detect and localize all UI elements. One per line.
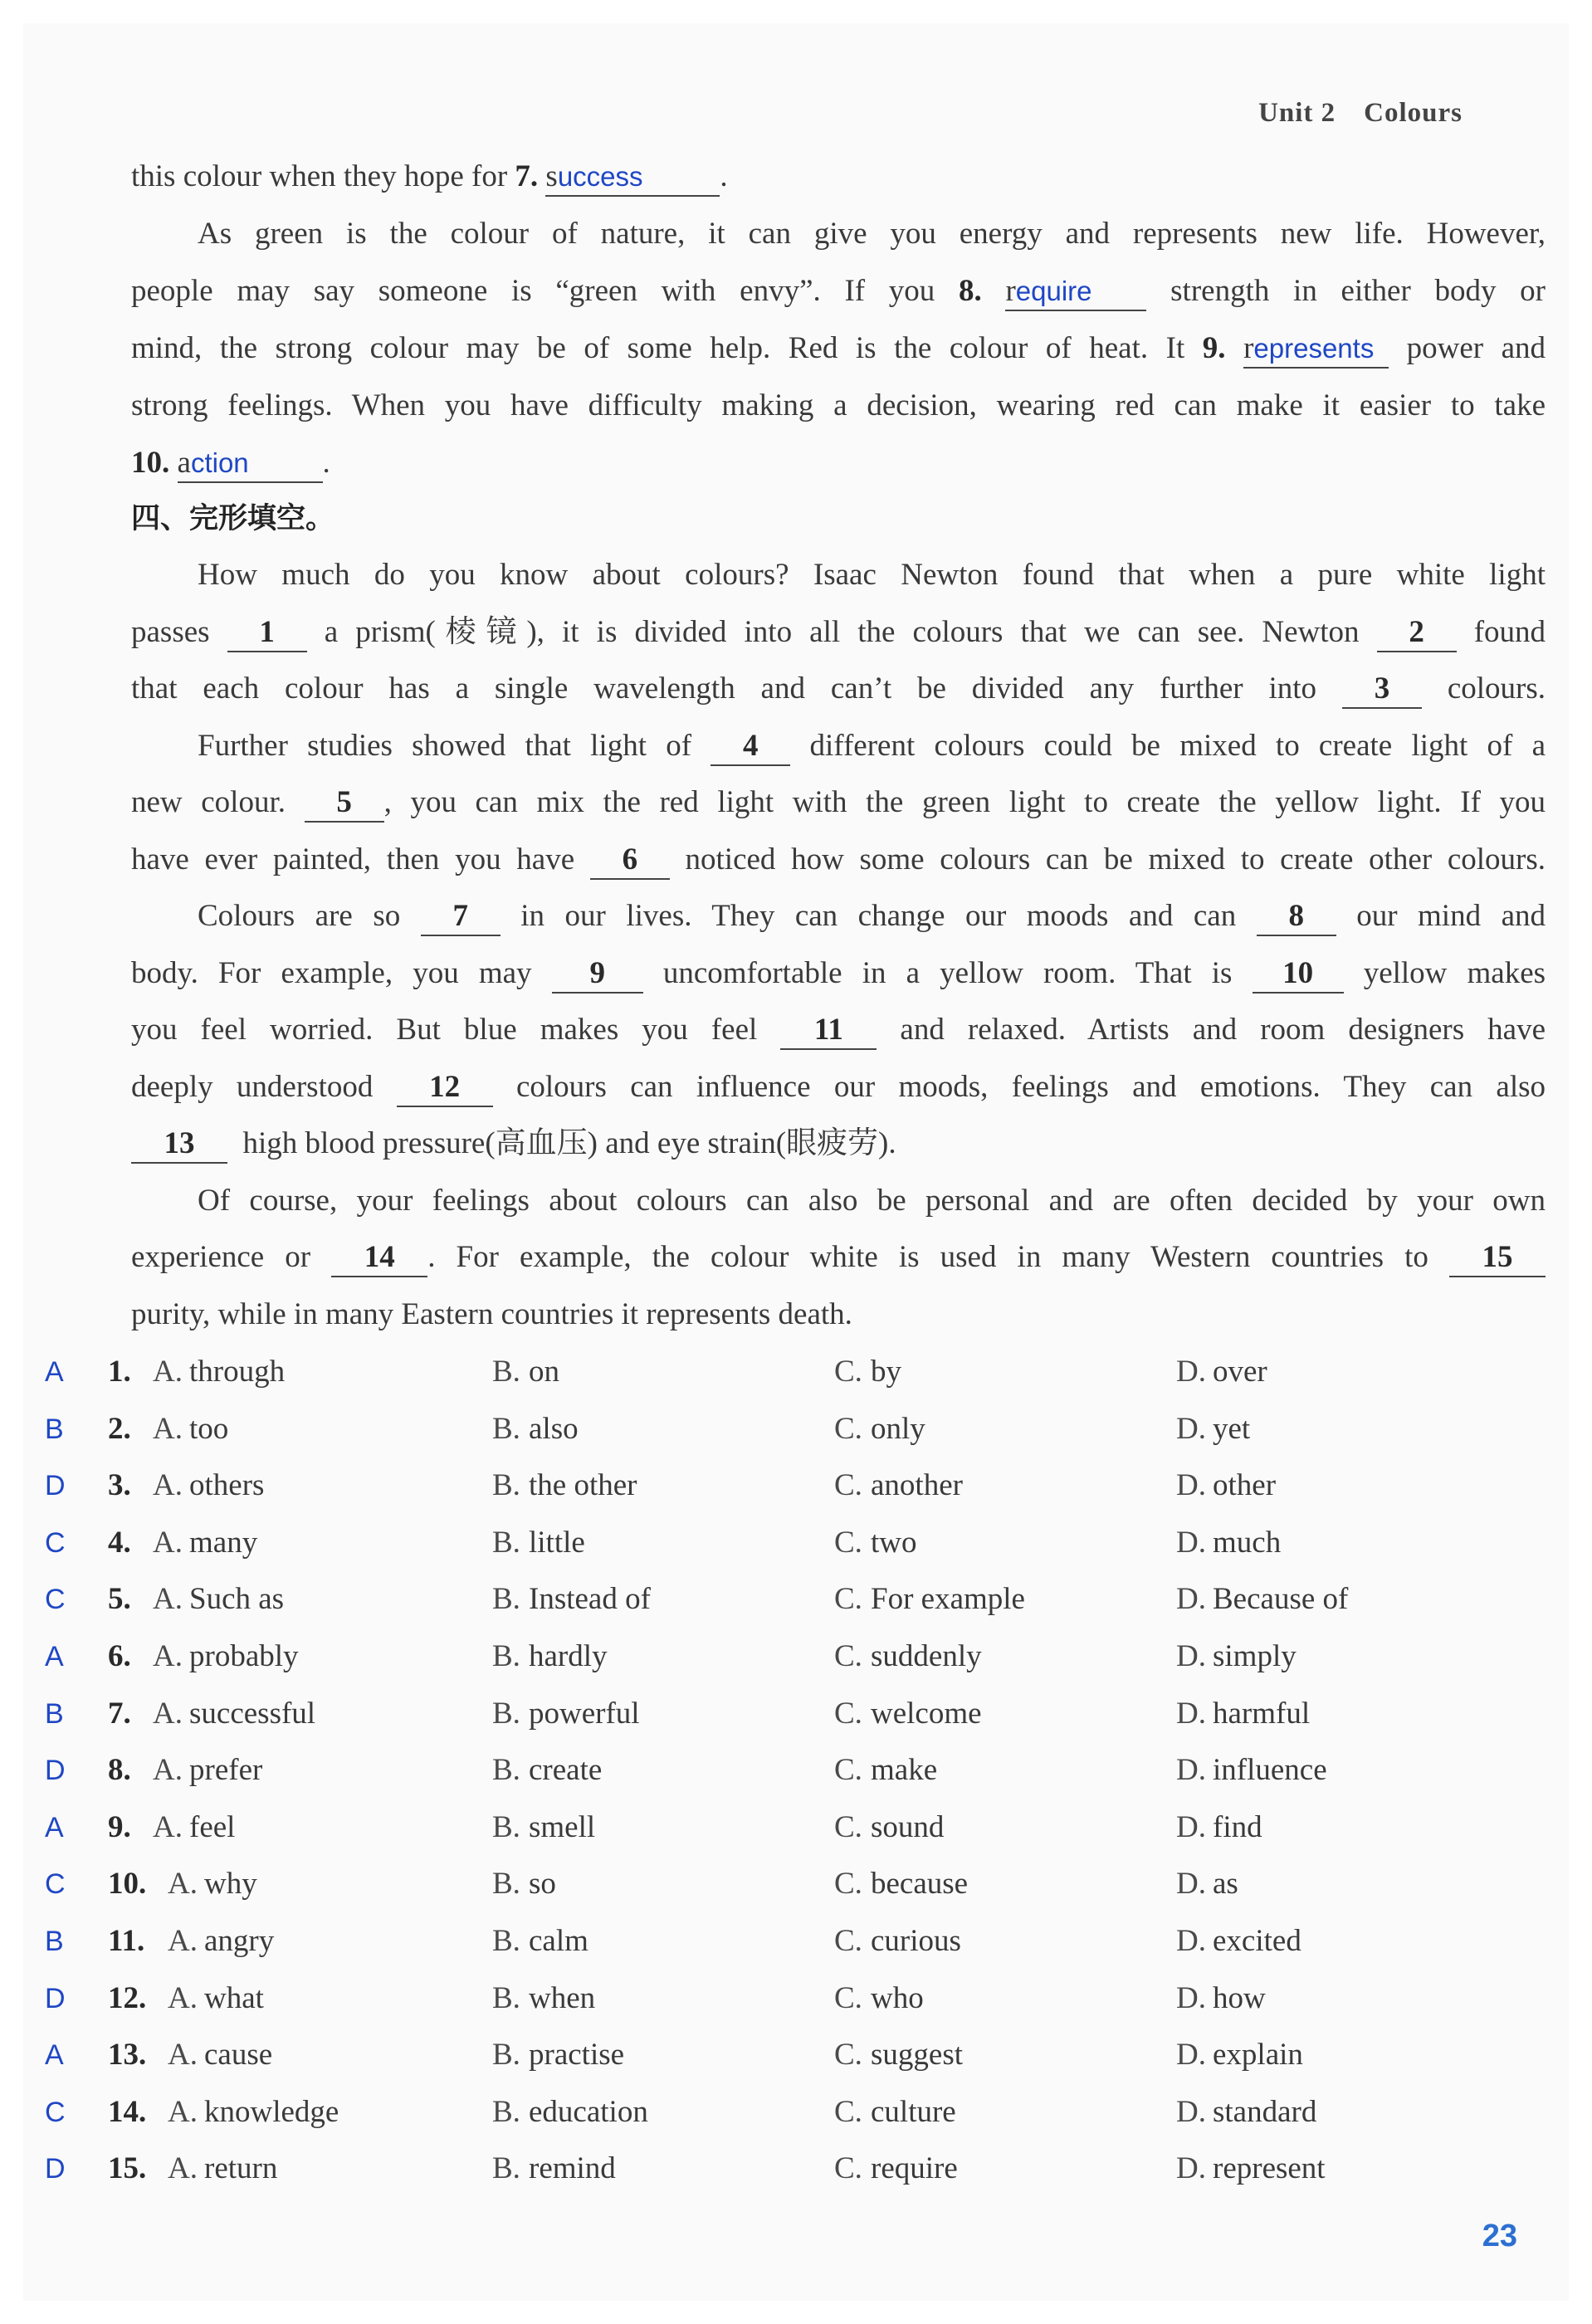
cloze-p3-line-1: Colours are so 7 in our lives. They can change our moods and can 8 our mind and bbox=[131, 896, 1546, 937]
option-c: C. curious bbox=[834, 1924, 961, 1958]
option-answer: D bbox=[45, 1982, 66, 2014]
option-a: A. angry bbox=[168, 1924, 275, 1958]
option-row-3 bbox=[23, 1465, 1569, 1506]
option-a: A. too bbox=[153, 1411, 229, 1446]
option-d: D. explain bbox=[1176, 2038, 1303, 2073]
option-answer: A bbox=[45, 1641, 64, 1672]
option-a: A. prefer bbox=[153, 1753, 263, 1788]
option-a: A. cause bbox=[168, 2038, 273, 2073]
option-c: C. another bbox=[834, 1468, 963, 1503]
cloze-blank-13: 13 bbox=[131, 1127, 227, 1164]
option-d: D. other bbox=[1176, 1468, 1277, 1503]
option-b: B. hardly bbox=[492, 1639, 608, 1673]
option-answer: C bbox=[45, 1868, 66, 1901]
option-row-10 bbox=[23, 1863, 1569, 1905]
option-a: A. what bbox=[168, 1980, 264, 2015]
option-c: C. two bbox=[834, 1525, 917, 1560]
option-b: B. create bbox=[492, 1753, 603, 1788]
option-row-1 bbox=[23, 1351, 1569, 1393]
reading-line-6: 10. action . bbox=[131, 442, 1546, 484]
option-row-4 bbox=[23, 1522, 1569, 1564]
option-answer: B bbox=[45, 1697, 64, 1730]
option-answer: B bbox=[45, 1926, 64, 1957]
cloze-blank-10: 10 bbox=[1253, 957, 1344, 994]
cloze-p2-line-1: Further studies showed that light of 4 different colours could be mixed to create light of a bbox=[131, 725, 1546, 767]
option-number: 15. bbox=[108, 2151, 147, 2186]
header-unit: Unit 2 bbox=[1258, 98, 1336, 128]
option-answer: A bbox=[45, 1356, 64, 1388]
page-number: 23 bbox=[1482, 2219, 1517, 2253]
option-b: B. also bbox=[492, 1411, 579, 1446]
option-number: 7. bbox=[108, 1696, 131, 1731]
option-number: 3. bbox=[108, 1468, 131, 1503]
cloze-p1-line-1: How much do you know about colours? Isaac Newton found that when a pure white light bbox=[198, 558, 1546, 592]
option-d: D. yet bbox=[1176, 1411, 1251, 1446]
option-c: C. who bbox=[834, 1980, 924, 2015]
cloze-blank-6: 6 bbox=[590, 843, 670, 880]
option-d: D. standard bbox=[1176, 2094, 1317, 2129]
cloze-p1-line-3: that each colour has a single wavelength and can’t be divided any further into 3 colours. bbox=[131, 668, 1546, 710]
cloze-blank-2: 2 bbox=[1377, 616, 1457, 652]
option-a: A. Such as bbox=[153, 1582, 285, 1617]
option-c: C. suddenly bbox=[834, 1639, 982, 1673]
option-a: A. successful bbox=[153, 1696, 316, 1731]
option-d: D. over bbox=[1176, 1355, 1267, 1389]
option-number: 14. bbox=[108, 2094, 147, 2129]
option-d: D. find bbox=[1176, 1809, 1262, 1844]
option-b: B. practise bbox=[492, 2038, 625, 2073]
option-number: 1. bbox=[108, 1355, 131, 1389]
option-c: C. culture bbox=[834, 2094, 956, 2129]
cloze-blank-15: 15 bbox=[1449, 1241, 1546, 1277]
option-number: 9. bbox=[108, 1809, 131, 1844]
option-a: A. feel bbox=[153, 1809, 236, 1844]
option-answer: C bbox=[45, 2096, 66, 2128]
option-b: B. education bbox=[492, 2094, 648, 2129]
option-row-7 bbox=[23, 1693, 1569, 1735]
reading-line-3: people may say someone is “green with envy”. If you 8. require strength in either body or bbox=[131, 271, 1546, 312]
answer-blank-8: require bbox=[1005, 275, 1146, 311]
cloze-blank-3: 3 bbox=[1342, 672, 1422, 709]
page-header bbox=[1258, 98, 1463, 129]
section-heading: 四、完形填空。 bbox=[131, 502, 335, 535]
option-number: 2. bbox=[108, 1411, 131, 1446]
reading-line-4: mind, the strong colour may be of some help. Red is the colour of heat. It 9. represents power and bbox=[131, 328, 1546, 369]
option-d: D. much bbox=[1176, 1525, 1282, 1560]
option-d: D. influence bbox=[1176, 1753, 1327, 1788]
option-a: A. why bbox=[168, 1867, 257, 1902]
options-list bbox=[23, 1351, 1569, 2186]
option-answer: C bbox=[45, 1584, 66, 1616]
cloze-p2-line-2: new colour. 5 , you can mix the red light with the green light to create the yellow light. If you bbox=[131, 782, 1546, 823]
option-c: C. sound bbox=[834, 1809, 945, 1844]
cloze-blank-14: 14 bbox=[331, 1241, 427, 1277]
option-row-14 bbox=[23, 2092, 1569, 2133]
option-b: B. little bbox=[492, 1525, 585, 1560]
answer-blank-7: success bbox=[545, 160, 720, 197]
answer-blank-9: represents bbox=[1243, 332, 1389, 369]
option-b: B. smell bbox=[492, 1809, 596, 1844]
option-answer: D bbox=[45, 1755, 66, 1787]
cloze-p4-line-1: Of course, your feelings about colours can also be personal and are often decided by your own bbox=[198, 1184, 1546, 1218]
option-c: C. suggest bbox=[834, 2038, 963, 2073]
option-row-15 bbox=[23, 2148, 1569, 2190]
option-row-2 bbox=[23, 1409, 1569, 1450]
cloze-blank-7: 7 bbox=[421, 900, 501, 936]
cloze-blank-9: 9 bbox=[552, 957, 643, 994]
option-b: B. Instead of bbox=[492, 1582, 651, 1617]
cloze-blank-8: 8 bbox=[1257, 900, 1336, 936]
option-a: A. knowledge bbox=[168, 2094, 339, 2129]
cloze-p3-line-2: body. For example, you may 9 uncomfortable in a yellow room. That is 10 yellow makes bbox=[131, 953, 1546, 994]
option-a: A. others bbox=[153, 1468, 265, 1503]
option-number: 11. bbox=[108, 1924, 145, 1958]
option-c: C. because bbox=[834, 1867, 969, 1902]
cloze-p1-line-2: passes 1 a prism(棱镜), it is divided into all the colours that we can see. Newton 2 found bbox=[131, 612, 1546, 653]
option-a: A. probably bbox=[153, 1639, 299, 1673]
option-number: 10. bbox=[108, 1867, 147, 1902]
option-a: A. through bbox=[153, 1355, 286, 1389]
option-row-6 bbox=[23, 1636, 1569, 1677]
cloze-p4-line-2: experience or 14 . For example, the colour white is used in many Western countries to 15 bbox=[131, 1237, 1546, 1278]
option-answer: D bbox=[45, 1470, 66, 1502]
option-number: 12. bbox=[108, 1980, 147, 2015]
option-d: D. excited bbox=[1176, 1924, 1301, 1958]
option-c: C. welcome bbox=[834, 1696, 982, 1731]
option-d: D. harmful bbox=[1176, 1696, 1311, 1731]
option-number: 4. bbox=[108, 1525, 131, 1560]
option-row-12 bbox=[23, 1978, 1569, 2019]
option-a: A. many bbox=[153, 1525, 258, 1560]
cloze-p3-line-3: you feel worried. But blue makes you feel 11 and relaxed. Artists and room designers have bbox=[131, 1009, 1546, 1051]
option-row-5 bbox=[23, 1579, 1569, 1620]
option-b: B. the other bbox=[492, 1468, 637, 1503]
option-c: C. For example bbox=[834, 1582, 1025, 1617]
option-number: 6. bbox=[108, 1639, 131, 1673]
answer-blank-10: action bbox=[178, 447, 323, 483]
page-background bbox=[23, 23, 1569, 2301]
cloze-p4-line-3: purity, while in many Eastern countries it represents death. bbox=[131, 1297, 852, 1331]
option-d: D. how bbox=[1176, 1980, 1266, 2015]
option-b: B. powerful bbox=[492, 1696, 640, 1731]
reading-line-5: strong feelings. When you have difficulty making a decision, wearing red can make it easier to take bbox=[131, 388, 1546, 422]
option-number: 8. bbox=[108, 1753, 131, 1788]
cloze-blank-11: 11 bbox=[780, 1013, 877, 1050]
cloze-blank-5: 5 bbox=[305, 786, 384, 823]
header-title: Colours bbox=[1364, 98, 1463, 128]
option-row-11 bbox=[23, 1921, 1569, 1962]
cloze-p3-line-4: deeply understood 12 colours can influence our moods, feelings and emotions. They can also bbox=[131, 1067, 1546, 1108]
option-c: C. by bbox=[834, 1355, 901, 1389]
option-d: D. as bbox=[1176, 1867, 1238, 1902]
option-a: A. return bbox=[168, 2151, 278, 2186]
option-row-9 bbox=[23, 1807, 1569, 1848]
option-answer: C bbox=[45, 1526, 66, 1559]
option-b: B. so bbox=[492, 1867, 556, 1902]
option-c: C. require bbox=[834, 2151, 958, 2186]
cloze-blank-4: 4 bbox=[711, 730, 790, 766]
option-b: B. when bbox=[492, 1980, 596, 2015]
option-b: B. calm bbox=[492, 1924, 588, 1958]
option-b: B. remind bbox=[492, 2151, 616, 2186]
cloze-p2-line-3: have ever painted, then you have 6 noticed how some colours can be mixed to create other colours. bbox=[131, 839, 1546, 881]
option-d: D. Because of bbox=[1176, 1582, 1349, 1617]
option-number: 13. bbox=[108, 2038, 147, 2073]
reading-line-1: this colour when they hope for 7. success . bbox=[131, 156, 1546, 198]
cloze-blank-1: 1 bbox=[227, 616, 307, 652]
cloze-blank-12: 12 bbox=[397, 1071, 493, 1107]
option-answer: D bbox=[45, 2153, 66, 2185]
option-d: D. simply bbox=[1176, 1639, 1297, 1673]
option-row-8 bbox=[23, 1750, 1569, 1791]
option-answer: B bbox=[45, 1413, 64, 1445]
option-c: C. only bbox=[834, 1411, 925, 1446]
option-b: B. on bbox=[492, 1355, 559, 1389]
option-d: D. represent bbox=[1176, 2151, 1326, 2186]
cloze-p3-line-5: 13 high blood pressure(高血压) and eye strain(眼疲劳). bbox=[131, 1123, 1546, 1164]
option-answer: A bbox=[45, 1811, 64, 1843]
option-number: 5. bbox=[108, 1582, 131, 1617]
option-c: C. make bbox=[834, 1753, 938, 1788]
option-row-13 bbox=[23, 2034, 1569, 2076]
option-answer: A bbox=[45, 2039, 64, 2072]
reading-line-2: As green is the colour of nature, it can give you energy and represents new life. However, bbox=[198, 217, 1546, 251]
